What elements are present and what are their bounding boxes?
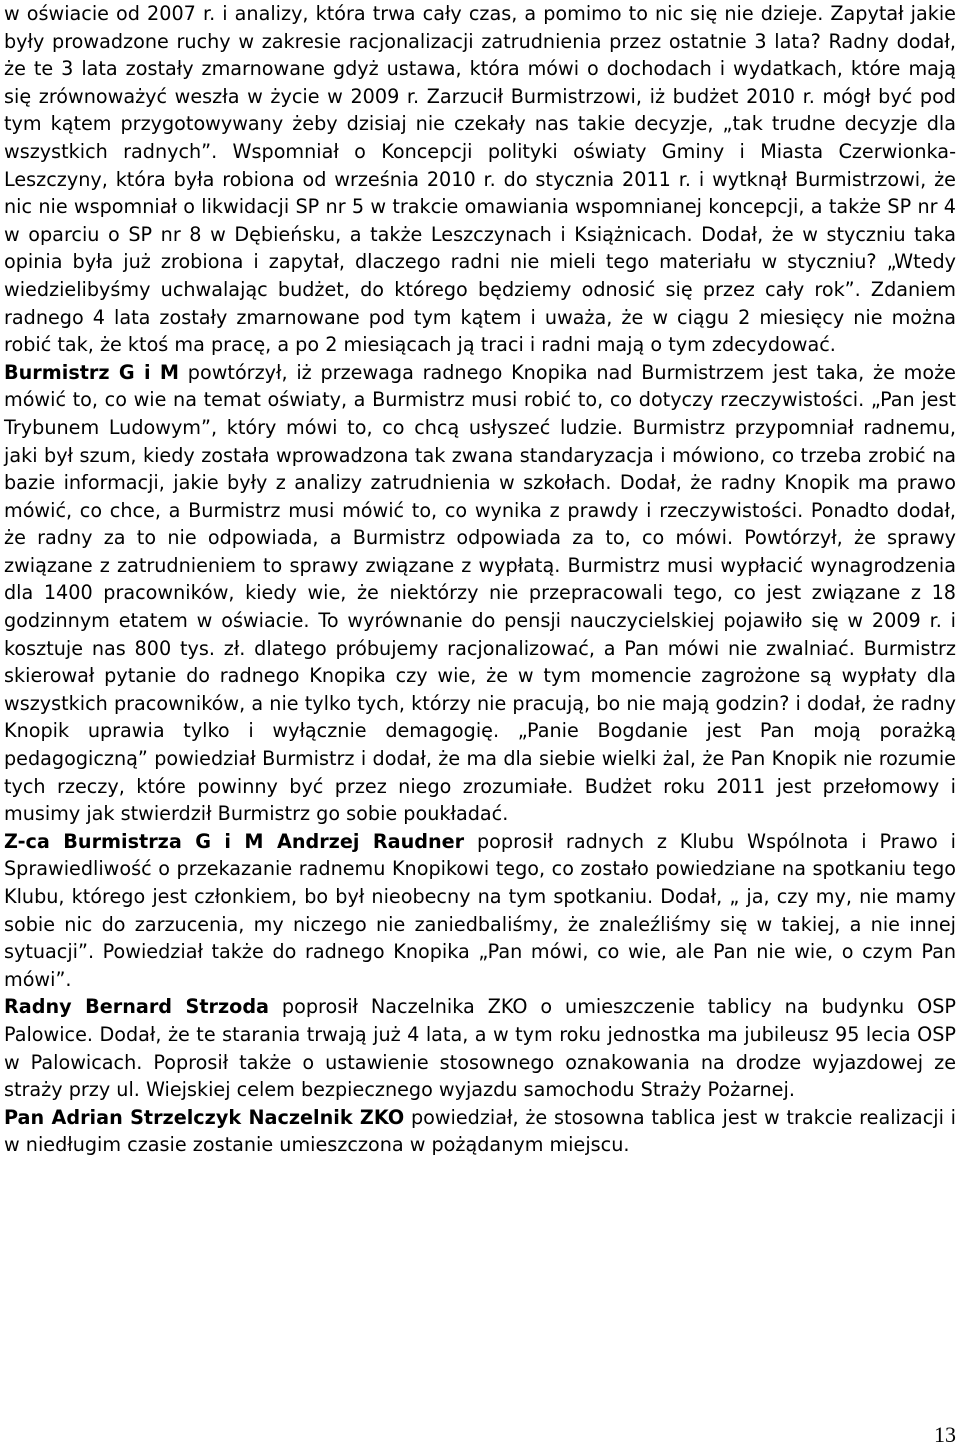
paragraph-naczelnik-zko (4, 1104, 956, 1159)
paragraph-text: poprosił radnych z Klubu Wspólnota i Prawo i Sprawiedliwość o przekazanie radnemu Knopikowi tego, co zostało powiedziane na spotkaniu tego Klubu, którego jest członkiem, bo był nieobecny na tym spotkaniu. Dodał, „ ja, czy my, nie mamy sobie nic do zarzucenia, my niczego nie zaniedbaliśmy, że znaleźliśmy się w takiej, a nie innej sytuacji”. Powiedział także do radnego Knopika „Pan mówi, co wie, ale Pan nie wie, o czym Pan mówi”. (4, 829, 956, 991)
paragraph-radny-strzoda (4, 993, 956, 1103)
speaker-name: Burmistrz G i M (4, 360, 180, 384)
paragraph-text: w oświacie od 2007 r. i analizy, która trwa cały czas, a pomimo to nic się nie dzieje. Zapytał jakie były prowadzone ruchy w zakresie racjonalizacji zatrudnienia przez ostatnie 3 lata? Radny dodał, że te 3 lata zostały zmarnowane gdyż ustawa, która mówi o dochodach i wydatkach, które mają się zrównoważyć weszła w życie w 2009 r. Zarzucił Burmistrzowi, iż budżet 2010 r. mógł być pod tym kątem przygotowywany żeby dzisiaj nie czekały nas takie decyzje, „tak trudne decyzje dla wszystkich radnych”. Wspomniał o Koncepcji polityki oświaty Gminy i Miasta Czerwionka-Leszczyny, która była robiona od września 2010 r. do stycznia 2011 r. i wytknął Burmistrzowi, że nic nie wspomniał o likwidacji SP nr 5 w trakcie omawiania wspomnianej koncepcji, a także SP nr 4 w oparciu o SP nr 8 w Dębieńsku, a także Leszczynach i Książnicach. Dodał, że w styczniu taka opinia była już zrobiona i zapytał, dlaczego radni nie mieli tego materiału w styczniu? „Wtedy wiedzielibyśmy uchwalając budżet, do którego będziemy odnosić się przez cały rok”. Zdaniem radnego 4 lata zostały zmarnowane pod tym kątem i uważa, że w ciągu 2 miesięcy nie można robić tak, że ktoś ma pracę, a po 2 miesiącach ją traci i radni mają o tym zdecydować. (4, 2, 956, 357)
paragraph-text: poprosił Naczelnika ZKO o umieszczenie tablicy na budynku OSP Palowice. Dodał, że te starania trwają już 4 lata, a w tym roku jednostka ma jubileusz 95 lecia OSP w Palowicach. Poprosił także o ustawienie stosownego oznakowania na drodze wyjazdowej ze straży przy ul. Wiejskiej celem bezpiecznego wyjazdu samochodu Straży Pożarnej. (4, 995, 956, 1102)
page-number: 13 (934, 1422, 956, 1447)
speaker-name: Pan Adrian Strzelczyk Naczelnik ZKO (4, 1105, 405, 1129)
paragraph-zastepca-burmistrza (4, 828, 956, 994)
paragraph-text: powiedział, że stosowna tablica jest w trakcie realizacji i w niedługim czasie zostanie umieszczona w pożądanym miejscu. (4, 1105, 956, 1157)
speaker-name: Z-ca Burmistrza G i M Andrzej Raudner (4, 829, 465, 853)
paragraph-continuation (4, 0, 956, 359)
paragraph-text: powtórzył, iż przewaga radnego Knopika nad Burmistrzem jest taka, że może mówić to, co wie na temat oświaty, a Burmistrz musi robić to, co dotyczy rzeczywistości. „Pan jest Trybunem Ludowym”, który mówi to, co chcą usłyszeć ludzie. Burmistrz przypomniał radnemu, jaki był szum, kiedy została wprowadzona tak zwana standaryzacja i mówiono, co trzeba zrobić na bazie informacji, jakie były z analizy zatrudnienia w szkołach. Dodał, że radny Knopik ma prawo mówić, co chce, a Burmistrz musi mówić to, co wynika z prawdy i rzeczywistości. Ponadto dodał, że radny za to nie odpowiada, a Burmistrz odpowiada za to, co mówi. Powtórzył, że sprawy związane z zatrudnieniem to sprawy związane z wypłatą. Burmistrz musi wypłacić wynagrodzenia dla 1400 pracowników, kiedy wie, że niektórzy nie przepracowali tego, co jest związane z 18 godzinnym etatem w oświacie. To wyrównanie do pensji nauczycielskiej pojawiło się w 2009 r. i kosztuje nas 800 tys. zł. dlatego próbujemy racjonalizować, a Pan mówi nie zwalniać. Burmistrz skierował pytanie do radnego Knopika czy wie, że w tym momencie zagrożone są wypłaty dla wszystkich pracowników, a nie tylko tych, którzy nie pracują, bo nie mają godzin? i dodał, że radny Knopik uprawia tylko i wyłącznie demagogię. „Panie Bogdanie jest Pan moją porażką pedagogiczną” powiedział Burmistrz i dodał, że ma dla siebie wielki żal, że Pan Knopik nie rozumie tych rzeczy, które powinny być przez niego zrozumiałe. Budżet roku 2011 jest przełomowy i musimy jak stwierdził Burmistrz go sobie poukładać. (4, 360, 956, 826)
document-body (4, 0, 956, 1159)
speaker-name: Radny Bernard Strzoda (4, 995, 269, 1019)
paragraph-burmistrz (4, 359, 956, 828)
